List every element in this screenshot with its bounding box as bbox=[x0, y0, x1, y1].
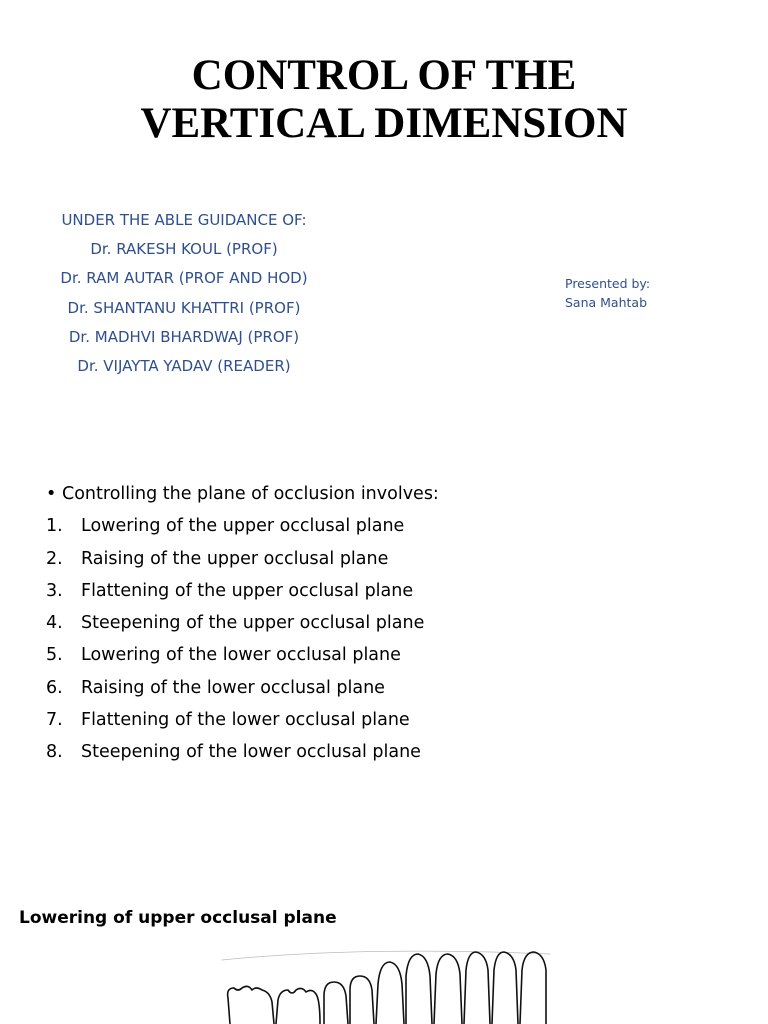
presenter-block bbox=[565, 274, 650, 312]
list-text: Raising of the lower occlusal plane bbox=[81, 677, 385, 698]
molar-tooth bbox=[228, 986, 274, 1024]
incisor-tooth bbox=[520, 952, 546, 1024]
list-number: 6. bbox=[46, 677, 63, 698]
guide-name: Dr. RAKESH KOUL (PROF) bbox=[90, 240, 278, 259]
list-number: 5. bbox=[46, 645, 63, 666]
teeth-illustration bbox=[200, 940, 600, 1024]
list-item bbox=[46, 575, 439, 607]
list-text: Lowering of the upper occlusal plane bbox=[81, 516, 405, 537]
presenter-name: Sana Mahtab bbox=[565, 295, 648, 310]
presenter-label: Presented by: bbox=[565, 276, 651, 291]
list-item bbox=[46, 639, 439, 671]
guidance-block bbox=[0, 206, 368, 381]
list-number: 8. bbox=[46, 742, 63, 763]
list-item bbox=[46, 704, 439, 736]
list-number: 3. bbox=[46, 580, 63, 601]
bullet-symbol: • bbox=[46, 484, 57, 504]
list-item bbox=[46, 510, 439, 542]
premolar-tooth bbox=[324, 982, 348, 1024]
list-text: Raising of the upper occlusal plane bbox=[81, 548, 389, 569]
content-block bbox=[46, 478, 439, 769]
list-item bbox=[46, 672, 439, 704]
canine-tooth bbox=[376, 962, 404, 1024]
title-line-2: VERTICAL DIMENSION bbox=[140, 100, 628, 147]
title-line-1: CONTROL OF THE bbox=[191, 52, 577, 99]
section-heading: Lowering of upper occlusal plane bbox=[19, 908, 337, 928]
list-text: Steepening of the upper occlusal plane bbox=[81, 613, 425, 634]
list-item bbox=[46, 736, 439, 768]
steps-list bbox=[46, 510, 439, 768]
slide-title bbox=[0, 52, 768, 148]
list-text: Lowering of the lower occlusal plane bbox=[81, 645, 401, 666]
incisor-tooth bbox=[492, 952, 518, 1024]
guide-name: Dr. SHANTANU KHATTRI (PROF) bbox=[67, 298, 301, 317]
list-text: Flattening of the lower occlusal plane bbox=[81, 710, 410, 731]
guide-name: Dr. VIJAYTA YADAV (READER) bbox=[77, 357, 291, 376]
list-item bbox=[46, 543, 439, 575]
guide-name: Dr. MADHVI BHARDWAJ (PROF) bbox=[68, 327, 300, 346]
guide-name: Dr. RAM AUTAR (PROF AND HOD) bbox=[60, 269, 308, 288]
list-number: 4. bbox=[46, 613, 63, 634]
list-number: 2. bbox=[46, 548, 63, 569]
incisor-tooth bbox=[406, 954, 432, 1024]
intro-text: Controlling the plane of occlusion involves: bbox=[62, 484, 439, 504]
incisor-tooth bbox=[464, 952, 490, 1024]
guidance-heading: UNDER THE ABLE GUIDANCE OF: bbox=[61, 211, 307, 229]
list-number: 7. bbox=[46, 710, 63, 731]
molar-tooth bbox=[276, 988, 320, 1024]
list-item bbox=[46, 607, 439, 639]
list-text: Flattening of the upper occlusal plane bbox=[81, 580, 414, 601]
list-number: 1. bbox=[46, 516, 63, 537]
list-text: Steepening of the lower occlusal plane bbox=[81, 742, 421, 763]
premolar-tooth bbox=[350, 976, 374, 1024]
intro-bullet bbox=[46, 478, 439, 510]
incisor-tooth bbox=[434, 954, 462, 1024]
